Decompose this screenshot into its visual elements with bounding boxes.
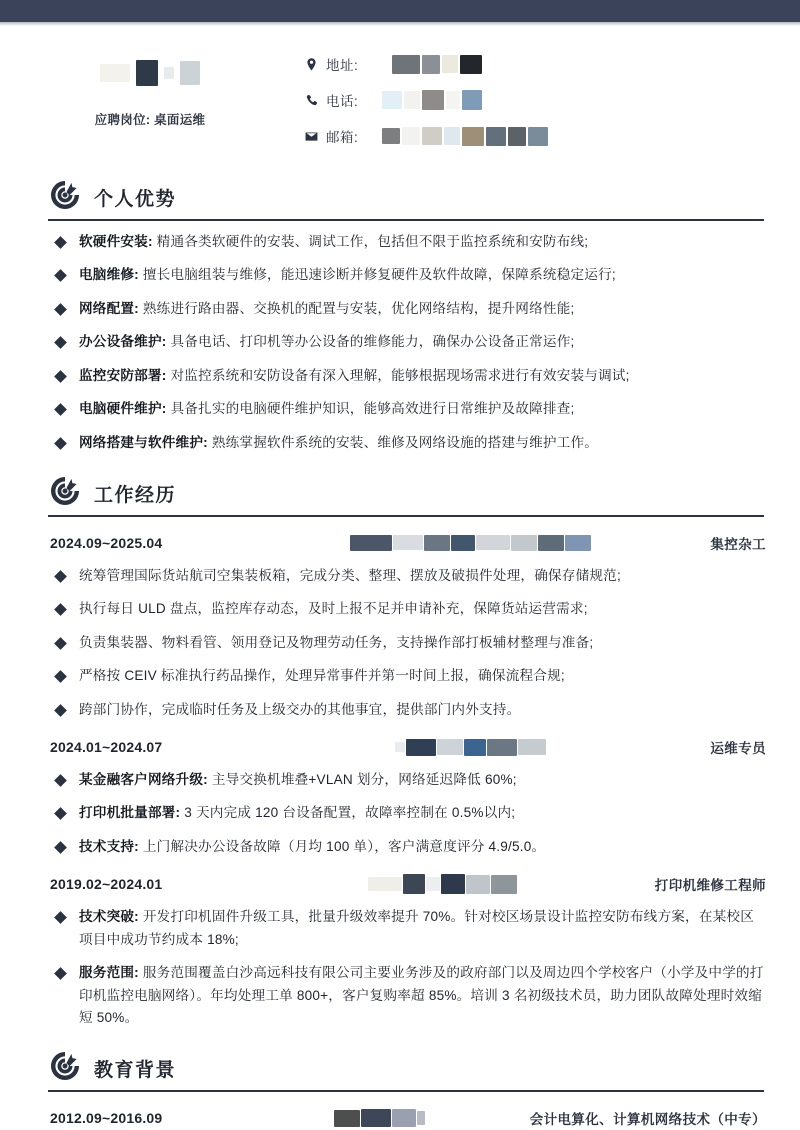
bullet-term: 办公设备维护: [79,334,167,350]
job-company-redacted [230,875,655,893]
bullet-term: 网络配置: [79,300,139,316]
company-redaction-block [393,535,423,550]
job-title: 运维专员 [710,741,766,757]
company-redaction-block [451,535,475,551]
bullet-item [56,298,766,320]
diamond-bullet-icon [54,604,67,617]
section-divider [48,219,764,221]
contact-redaction-block [422,127,442,145]
diamond-bullet-icon [54,570,67,583]
job-date: 2024.01~2024.07 [50,739,163,756]
bullet-term: 某金融客户网络升级: [79,772,208,788]
contact-redaction-block [486,127,506,146]
bullet-term: 技术突破: [79,909,139,925]
bullet-list [28,231,772,454]
section-strengths [0,178,800,454]
contact-redaction-block [422,90,444,110]
contact-label: 邮箱: [326,130,359,145]
company-redaction-block [441,874,465,894]
diamond-bullet-icon [54,336,67,349]
bullet-list [28,769,772,858]
bullet-term: 技术支持: [79,838,139,854]
contact-redaction-block [392,55,420,74]
contact-value-redacted [382,89,482,111]
job-date: 2019.02~2024.01 [50,876,163,893]
diamond-bullet-icon [54,370,67,383]
company-redaction-block [437,739,463,755]
name-redaction-block [164,67,174,79]
contact-redaction-block [442,55,458,73]
bullet-item [56,331,766,353]
bullet-item [56,398,766,420]
company-redaction-block [511,535,537,551]
company-redaction-block [538,535,564,551]
school-redaction-block [392,1109,416,1127]
contact-redaction-block [460,55,482,74]
contact-redaction-block [422,55,440,74]
bullet-text: 办公设备维护: 具备电话、打印机等办公设备的维修能力，确保办公设备正常运作; [79,334,575,350]
bullet-item [56,962,766,1029]
bullet-list [28,565,772,721]
contact-redaction-block [444,127,460,145]
bullet-list [28,906,772,1029]
contact-redaction-block [402,127,420,145]
contact-redaction-block [508,127,526,146]
bullet-text: 电脑硬件维护: 具备扎实的电脑硬件维护知识，能够高效进行日常维护及故障排查; [79,401,575,417]
target-icon [48,1049,82,1083]
company-redaction-block [518,739,546,755]
section-experience [0,474,800,1029]
name-redaction-block [100,64,130,82]
envelope-icon [300,129,322,144]
diamond-bullet-icon [54,270,67,283]
job-entry-header [28,872,772,896]
bullet-item [56,565,766,587]
diamond-bullet-icon [54,236,67,249]
school-redaction-block [417,1111,425,1125]
section-divider [48,515,764,517]
bullet-text: 监控安防部署: 对监控系统和安防设备有深入理解，能够根据现场需求进行有效安装与调试; [79,367,630,383]
diamond-bullet-icon [54,808,67,821]
bullet-text: 统筹管理国际货站航司空集装板箱，完成分类、整理、摆放及破损件处理，确保存储规范; [79,567,621,583]
applied-position: 应聘岗位: 桌面运维 [94,113,206,127]
contact-label: 地址: [326,58,359,73]
bullet-item [56,699,766,721]
company-redaction-block [406,739,436,756]
school-name-redacted [230,1109,530,1127]
company-redaction-block [368,877,402,891]
school-redaction-block [361,1109,391,1127]
diamond-bullet-icon [54,670,67,683]
section-title: 个人优势 [94,189,177,210]
bullet-text: 服务范围: 服务范围覆盖白沙高远科技有限公司主要业务涉及的政府部门以及周边四个学校客户（小学及中学的打印机监控电脑网络）。年均处理工单 800+，客户复购率超 85%。培训 3 名初级技术员，助力团队故障处理时效缩短 50%。 [79,965,764,1026]
contact-redaction-block [446,91,460,109]
contact-redaction-block [462,90,482,110]
diamond-bullet-icon [54,841,67,854]
contact-list [300,44,800,154]
company-redaction-block [350,535,392,551]
company-redaction-block [426,877,440,891]
job-title: 集控杂工 [710,536,766,552]
bullet-term: 网络搭建与软件维护: [79,434,208,450]
bullet-term: 监控安防部署: [79,367,167,383]
company-redaction-block [395,742,405,752]
company-redaction-block [565,535,591,551]
bullet-text: 严格按 CEIV 标准执行药品操作，处理异常事件并第一时间上报，确保流程合规; [79,668,565,684]
diamond-bullet-icon [54,967,67,980]
contact-redaction-block [382,91,402,109]
job-company-redacted [230,534,710,552]
bullet-item [56,632,766,654]
company-redaction-block [466,875,490,894]
section-header [28,178,772,212]
job-company-redacted [230,738,710,756]
contact-redaction-block [382,57,390,71]
company-redaction-block [403,874,425,894]
job-entry-header [28,735,772,759]
diamond-bullet-icon [54,911,67,924]
bullet-text: 某金融客户网络升级: 主导交换机堆叠+VLAN 划分，网络延迟降低 60%; [79,772,517,788]
job-date: 2024.09~2025.04 [50,534,163,551]
diamond-bullet-icon [54,774,67,787]
bullet-item [56,264,766,286]
header-left-column [0,44,300,154]
bullet-item [56,598,766,620]
map-pin-icon [300,57,322,72]
phone-icon [300,93,322,108]
name-redacted [100,58,200,88]
bullet-item [56,906,766,951]
bullet-item [56,665,766,687]
bullet-item [56,231,766,253]
contact-row [300,118,800,154]
diamond-bullet-icon [54,303,67,316]
section-education [0,1049,800,1130]
section-title: 工作经历 [94,484,177,506]
section-title: 教育背景 [94,1060,177,1082]
school-redaction-block [334,1110,360,1127]
contact-redaction-block [404,91,420,109]
bullet-term: 打印机批量部署: [79,805,181,821]
company-redaction-block [476,535,510,550]
name-redaction-block [136,60,158,86]
bullet-text: 打印机批量部署: 3 天内完成 120 台设备配置，故障率控制在 0.5%以内; [79,805,516,821]
contact-row [300,82,800,118]
bullet-text: 网络配置: 熟练进行路由器、交换机的配置与安装，优化网络结构，提升网络性能; [79,300,575,316]
bullet-term: 软硬件安装: [79,234,153,249]
contact-row [300,46,800,82]
bullet-term: 电脑硬件维护: [79,401,167,417]
bullet-text: 电脑维修: 擅长电脑组装与维修，能迅速诊断并修复硬件及软件故障，保障系统稳定运行; [79,267,616,283]
contact-value-redacted [382,125,548,147]
bullet-text: 软硬件安装: 精通各类软硬件的安装、调试工作，包括但不限于监控系统和安防布线; [79,234,589,249]
contact-redaction-block [462,127,484,146]
contact-label: 电话: [326,94,359,109]
diamond-bullet-icon [54,403,67,416]
bullet-term: 服务范围: [79,965,139,981]
name-redaction-block [180,61,200,85]
section-header [28,474,772,508]
bullet-term: 电脑维修: [79,267,139,283]
education-entry [28,1106,772,1130]
company-redaction-block [464,739,486,756]
top-accent-bar [0,0,800,22]
education-date: 2012.09~2016.09 [50,1110,163,1127]
bullet-text: 负责集装器、物料看管、领用登记及物理劳动任务，支持操作部打板辅材整理与准备; [79,634,594,650]
bullet-text: 技术支持: 上门解决办公设备故障（月均 100 单），客户满意度评分 4.9/5.0。 [79,838,546,854]
diamond-bullet-icon [54,704,67,717]
bullet-text: 技术突破: 开发打印机固件升级工具，批量升级效率提升 70%。针对校区场景设计监控安防布线方案，在某校区项目中成功节约成本 18%; [79,909,755,947]
bullet-text: 网络搭建与软件维护: 熟练掌握软件系统的安装、维修及网络设施的搭建与维护工作。 [79,434,599,450]
target-icon [48,474,82,508]
resume-header [0,26,800,164]
section-header [28,1049,772,1083]
bullet-item [56,769,766,791]
contact-value-redacted [382,53,482,75]
contact-redaction-block [382,128,400,144]
diamond-bullet-icon [54,637,67,650]
section-divider [48,1090,764,1092]
bullet-item [56,365,766,387]
target-icon [48,178,82,212]
company-redaction-block [491,875,517,894]
diamond-bullet-icon [54,437,67,450]
bullet-text: 跨部门协作，完成临时任务及上级交办的其他事宜，提供部门内外支持。 [79,701,521,717]
bullet-item [56,836,766,858]
bullet-item [56,802,766,824]
resume-sections [0,178,800,1130]
bullet-text: 执行每日 ULD 盘点，监控库存动态，及时上报不足并申请补充，保障货站运营需求; [79,601,588,617]
job-title: 打印机维修工程师 [654,878,766,894]
job-entry-header [28,531,772,555]
bullet-item [56,432,766,454]
education-major: 会计电算化、计算机网络技术（中专） [529,1112,766,1128]
company-redaction-block [424,535,450,551]
company-redaction-block [487,739,517,756]
contact-redaction-block [528,127,548,146]
